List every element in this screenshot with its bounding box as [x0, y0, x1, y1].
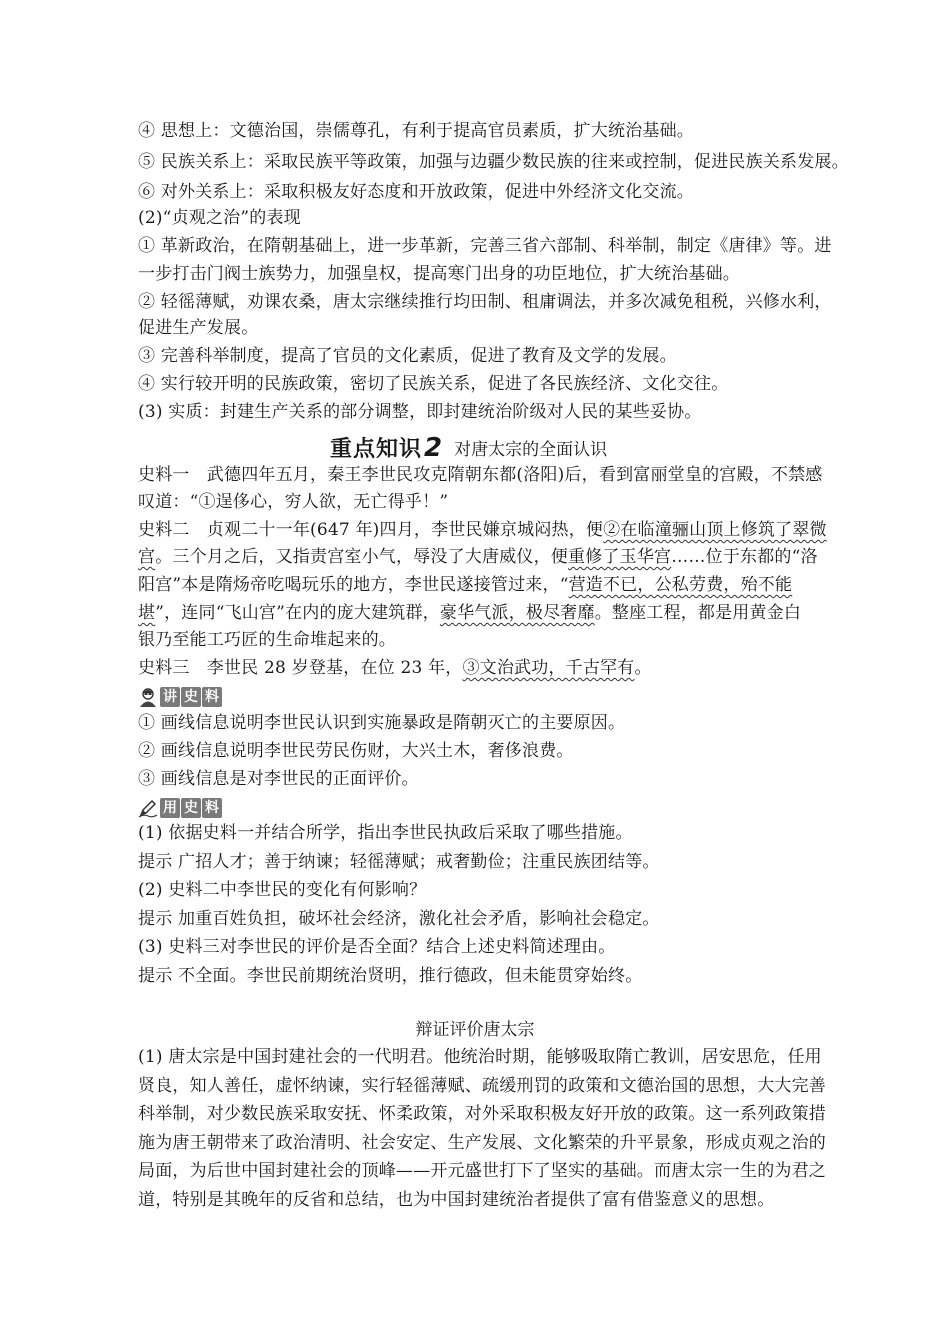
text-line: (3) 实质：封建生产关系的部分调整，即封建统治阶级对人民的某些妥协。	[138, 402, 702, 422]
source-1-line-2: 叹道：“①逞侈心，穷人欲，无亡得乎！”	[138, 492, 449, 512]
evaluation-line: 道，特别是其晚年的反省和总结，也为中国封建统治者提供了富有借鉴意义的思想。	[138, 1190, 775, 1210]
source-2-line-1: 史料二 贞观二十一年(647 年)四月，李世民嫌京城闷热，便②在临潼骊山顶上修筑了翠微	[138, 520, 827, 540]
teacher-icon	[138, 687, 158, 707]
text-line: ② 轻徭薄赋，劝课农桑，唐太宗继续推行均田制、租庸调法，并多次减免租税，兴修水利，	[138, 292, 832, 312]
section-heading	[330, 432, 608, 463]
text-line: ① 革新政治，在隋朝基础上，进一步革新，完善三省六部制、科举制，制定《唐律》等。进	[138, 236, 832, 256]
question-line: (3) 史料三对李世民的评价是否全面？结合上述史料简述理由。	[138, 937, 616, 957]
pen-icon	[138, 798, 158, 818]
text-line: ④ 实行较开明的民族政策，密切了民族关系，促进了各民族经济、文化交往。	[138, 374, 729, 394]
evaluation-line: 科举制，对少数民族采取安抚、怀柔政策，对外采取积极友好开放的政策。这一系列政策措	[138, 1104, 826, 1124]
underlined-text: 宫	[138, 547, 156, 567]
section-title: 重点知识	[330, 437, 423, 462]
answer-line: 提示 加重百姓负担，破坏社会经济，激化社会矛盾，影响社会稳定。	[138, 909, 660, 929]
text-line: 一步打击门阀士族势力，加强皇权，提高寒门出身的功臣地位，扩大统治基础。	[138, 264, 740, 284]
text-line: (2)“贞观之治”的表现	[138, 208, 301, 228]
evaluation-title: 辩证评价唐太宗	[415, 1020, 535, 1040]
evaluation-line: 贤良，知人善任，虚怀纳谏，实行轻徭薄赋、疏缓刑罚的政策和文德治国的思想，大大完善	[138, 1076, 826, 1096]
underlined-text: 营造不已，公私劳费，殆不能	[568, 575, 793, 595]
underlined-text: 堪	[138, 603, 156, 623]
text-line: ③ 完善科举制度，提高了官员的文化素质，促进了教育及文学的发展。	[138, 346, 677, 366]
answer-line: 提示 广招人才；善于纳谏；轻徭薄赋；戒奢勤俭；注重民族团结等。	[138, 852, 660, 872]
explain-line: ③ 画线信息是对李世民的正面评价。	[138, 769, 419, 789]
text-line: ④ 思想上：文德治国，崇儒尊孔，有利于提高官员素质，扩大统治基础。	[138, 121, 695, 141]
section-number: 2	[424, 432, 443, 463]
underlined-text: 豪华气派，极尽奢靡	[439, 603, 595, 623]
underlined-text: 重修了玉华宫	[568, 547, 672, 567]
text-line: ⑤ 民族关系上：采取民族平等政策，加强与边疆少数民族的往来或控制，促进民族关系发展。	[138, 152, 849, 172]
evaluation-line: 施为唐王朝带来了政治清明、社会安定、生产发展、文化繁荣的升平景象，形成贞观之治的	[138, 1133, 826, 1153]
source-2-line-3: 阳宫”本是隋炀帝吃喝玩乐的地方，李世民遂接管过来，“营造不已，公私劳费，殆不能	[138, 575, 793, 595]
text-line: ⑥ 对外关系上：采取积极友好态度和开放政策，促进中外经济文化交流。	[138, 182, 695, 202]
source-3-line: 史料三 李世民 28 岁登基，在位 23 年，③文治武功，千古罕有。	[138, 658, 652, 678]
explain-line: ① 画线信息说明李世民认识到实施暴政是隋朝灭亡的主要原因。	[138, 713, 626, 733]
evaluation-line: 局面，为后世中国封建社会的顶峰——开元盛世打下了坚实的基础。而唐太宗一生的为君之	[138, 1161, 826, 1181]
evaluation-line: (1) 唐太宗是中国封建社会的一代明君。他统治时期，能够吸取隋亡教训，居安思危，任用	[138, 1047, 822, 1067]
source-2-line-2: 宫。三个月之后，又指责宫室小气，辱没了大唐威仪，便重修了玉华宫……位于东都的“洛	[138, 547, 818, 567]
question-line: (2) 史料二中李世民的变化有何影响？	[138, 880, 427, 900]
underlined-text: ①逞侈心，穷人欲，无亡得乎！	[198, 492, 440, 512]
section-subtitle: 对唐太宗的全面认识	[454, 440, 608, 460]
use-source-badge: 用 史 料	[138, 797, 223, 819]
question-line: (1) 依据史料一并结合所学，指出李世民执政后采取了哪些措施。	[138, 823, 633, 843]
explain-source-badge: 讲 史 料	[138, 686, 223, 708]
explain-line: ② 画线信息说明李世民劳民伤财，大兴土木，奢侈浪费。	[138, 741, 574, 761]
underlined-text: ②在临潼骊山顶上修筑了翠微	[603, 520, 827, 540]
source-2-line-4: 堪”，连同“飞山宫”在内的庞大建筑群，豪华气派，极尽奢靡。整座工程，都是用黄金白	[138, 603, 802, 623]
underlined-text: ③文治武功，千古罕有	[462, 658, 635, 678]
source-2-line-5: 银乃至能工巧匠的生命堆起来的。	[138, 630, 396, 650]
text-line: 促进生产发展。	[138, 318, 259, 338]
answer-line: 提示 不全面。李世民前期统治贤明，推行德政，但未能贯穿始终。	[138, 966, 643, 986]
source-1-line-1: 史料一 武德四年五月，秦王李世民攻克隋朝东都(洛阳)后，看到富丽堂皇的宫殿，不禁感	[138, 465, 823, 485]
